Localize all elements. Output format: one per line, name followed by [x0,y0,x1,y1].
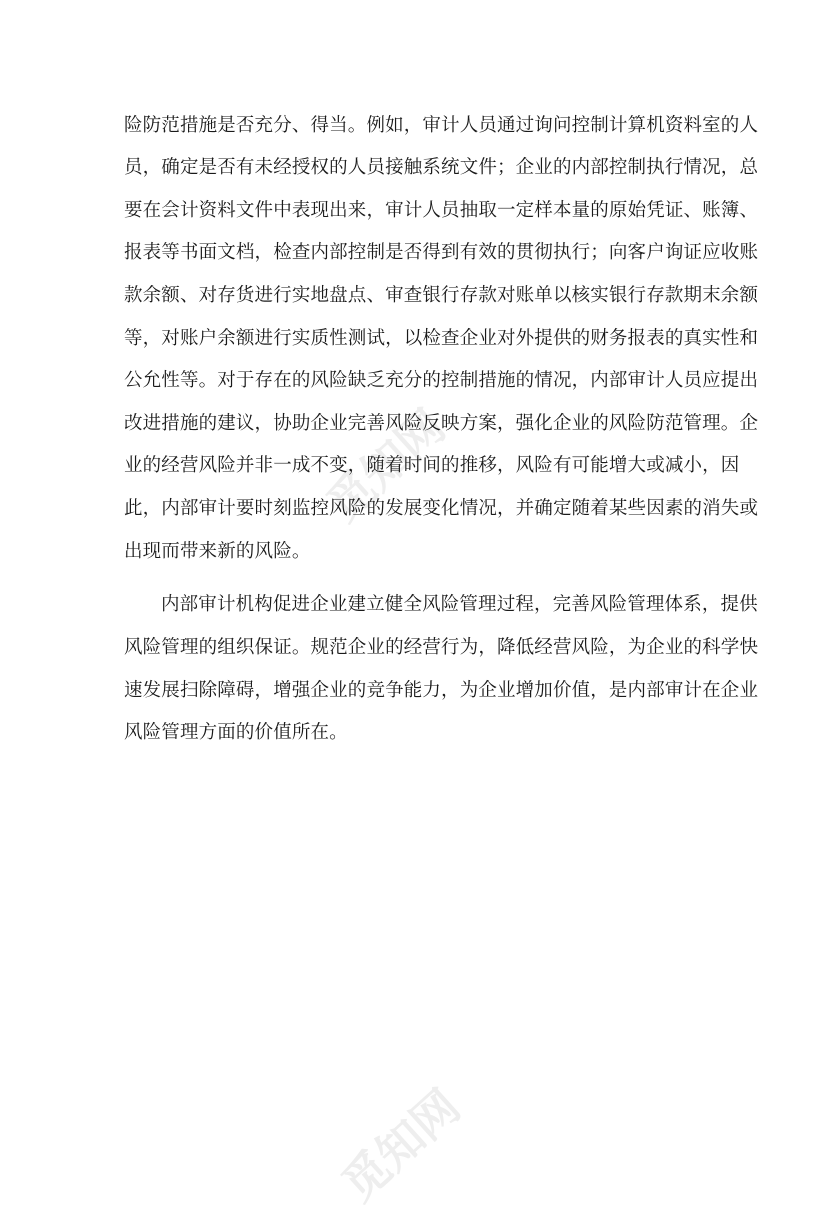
text-line: 要在会计资料文件中表现出来，审计人员抽取一定样本量的原始凭证、账簿、 [124,200,759,221]
text-line: 改进措施的建议，协助企业完善风险反映方案，强化企业的风险防范管理。企 [124,413,759,434]
text-line: 险防范措施是否充分、得当。例如，审计人员通过询问控制计算机资料室的人 [124,115,759,136]
text-line: 款余额、对存货进行实地盘点、审查银行存款对账单以核实银行存款期末余额 [124,285,759,306]
text-line: 报表等书面文档，检查内部控制是否得到有效的贯彻执行；向客户询证应收账 [124,242,759,263]
text-line: 风险管理的组织保证。规范企业的经营行为，降低经营风险，为企业的科学快 [124,637,759,658]
watermark: 觅知网 [316,398,456,532]
watermark: 觅知网 [331,1078,471,1212]
text-line: 出现而带来新的风险。 [124,541,311,562]
text-line: 公允性等。对于存在的风险缺乏充分的控制措施的情况，内部审计人员应提出 [124,370,759,391]
text-line: 等，对账户余额进行实质性测试，以检查企业对外提供的财务报表的真实性和 [124,328,759,349]
text-line: 业的经营风险并非一成不变，随着时间的推移，风险有可能增大或减小，因 [124,455,740,476]
text-line: 内部审计机构促进企业建立健全风险管理过程，完善风险管理体系，提供 [161,594,758,615]
text-line: 员，确定是否有未经授权的人员接触系统文件；企业的内部控制执行情况，总 [124,157,759,178]
text-line: 速发展扫除障碍，增强企业的竞争能力，为企业增加价值，是内部审计在企业 [124,680,759,701]
text-line: 风险管理方面的价值所在。 [124,722,348,743]
text-line: 此，内部审计要时刻监控风险的发展变化情况，并确定随着某些因素的消失或 [124,498,759,519]
